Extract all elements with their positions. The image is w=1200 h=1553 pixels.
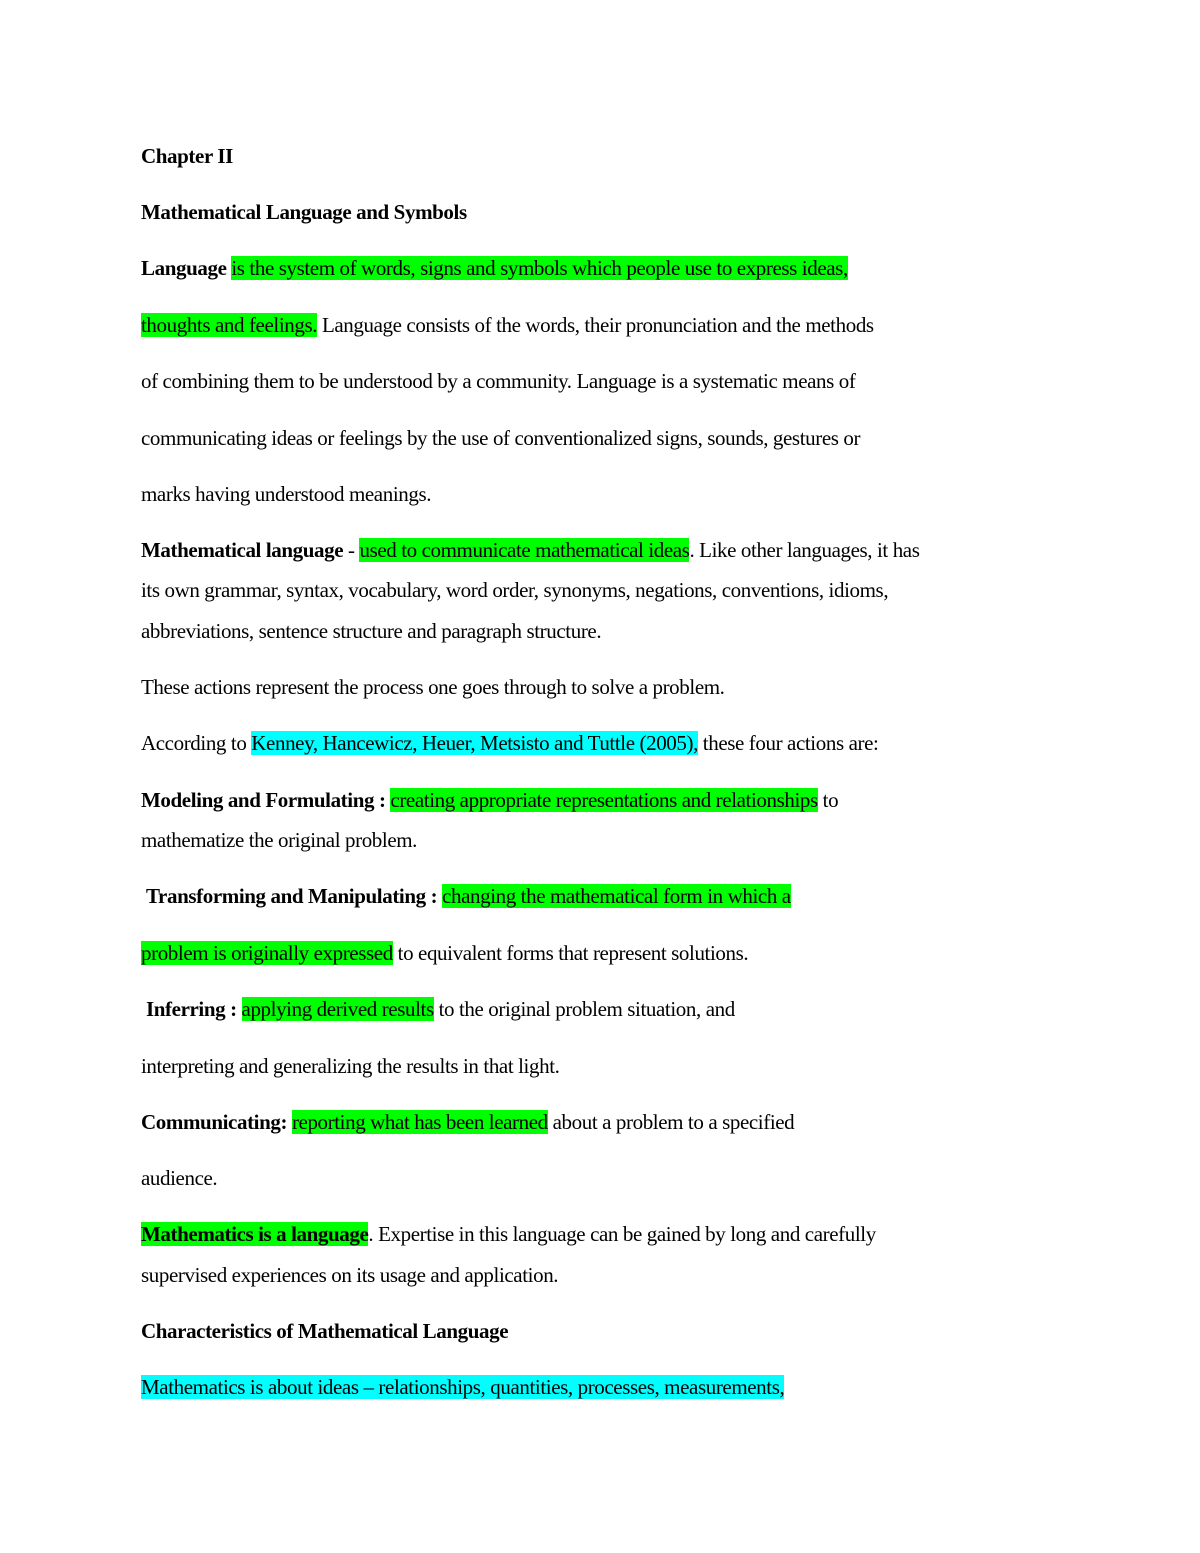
citation-highlight: Kenney, Hancewicz, Heuer, Metsisto and Tuttle (2005), xyxy=(251,731,698,755)
modeling-line-2: mathematize the original problem. xyxy=(141,828,418,852)
language-definition-line-4: communicating ideas or feelings by the use of conventionalized signs, sounds, gestures or xyxy=(141,426,861,450)
math-language-line-1: Mathematical language - used to communicate mathematical ideas. Like other languages, it has xyxy=(141,538,920,562)
highlight: reporting what has been learned xyxy=(291,1110,548,1134)
inferring-line-1: Inferring : applying derived results to the original problem situation, and xyxy=(146,997,735,1021)
characteristics-heading: Characteristics of Mathematical Language xyxy=(141,1319,509,1343)
inferring-line-2: interpreting and generalizing the results in that light. xyxy=(141,1054,560,1078)
chapter-label: Chapter II xyxy=(141,144,233,168)
communicating-line-2: audience. xyxy=(141,1166,218,1190)
highlight-bold: Mathematics is a language xyxy=(141,1222,369,1246)
term-communicating: Communicating: xyxy=(141,1110,288,1134)
highlight: thoughts and feelings. xyxy=(141,313,318,337)
language-definition-line-3: of combining them to be understood by a community. Language is a systematic means of xyxy=(141,369,856,393)
math-is-language-line-2: supervised experiences on its usage and application. xyxy=(141,1263,559,1287)
highlight: creating appropriate representations and relationships xyxy=(390,788,818,812)
term-mathematical-language: Mathematical language xyxy=(141,538,344,562)
term-transforming: Transforming and Manipulating : xyxy=(146,884,438,908)
transforming-line-1 xyxy=(146,883,791,909)
language-definition-line-1 xyxy=(141,255,848,281)
highlight: is the system of words, signs and symbols which people use to express ideas, xyxy=(231,256,848,280)
term-inferring: Inferring : xyxy=(146,997,237,1021)
language-definition-line-2: thoughts and feelings. Language consists of the words, their pronunciation and the methods xyxy=(141,313,874,337)
math-is-language-line-1: Mathematics is a language. Expertise in this language can be gained by long and carefully xyxy=(141,1222,876,1246)
according-to-line: According to Kenney, Hancewicz, Heuer, Metsisto and Tuttle (2005), these four actions are: xyxy=(141,731,879,755)
highlight: used to communicate mathematical ideas xyxy=(359,538,690,562)
modeling-line-1: Modeling and Formulating : creating appropriate representations and relationships to xyxy=(141,788,839,812)
math-language-line-2: its own grammar, syntax, vocabulary, word order, synonyms, negations, conventions, idioms, xyxy=(141,578,889,602)
characteristics-line-1 xyxy=(141,1374,784,1400)
language-definition-line-5: marks having understood meanings. xyxy=(141,482,432,506)
transforming-line-2: problem is originally expressed to equivalent forms that represent solutions. xyxy=(141,941,749,965)
highlight: applying derived results xyxy=(241,997,434,1021)
highlight: problem is originally expressed xyxy=(141,941,393,965)
term-language: Language xyxy=(141,256,227,280)
highlight: Mathematics is about ideas – relationships, quantities, processes, measurements, xyxy=(141,1375,785,1399)
highlight: changing the mathematical form in which a xyxy=(442,884,791,908)
communicating-line-1: Communicating: reporting what has been learned about a problem to a specified xyxy=(141,1110,795,1134)
actions-intro: These actions represent the process one goes through to solve a problem. xyxy=(141,675,725,699)
math-language-line-3: abbreviations, sentence structure and paragraph structure. xyxy=(141,619,602,643)
section-title: Mathematical Language and Symbols xyxy=(141,200,467,224)
term-modeling: Modeling and Formulating : xyxy=(141,788,386,812)
